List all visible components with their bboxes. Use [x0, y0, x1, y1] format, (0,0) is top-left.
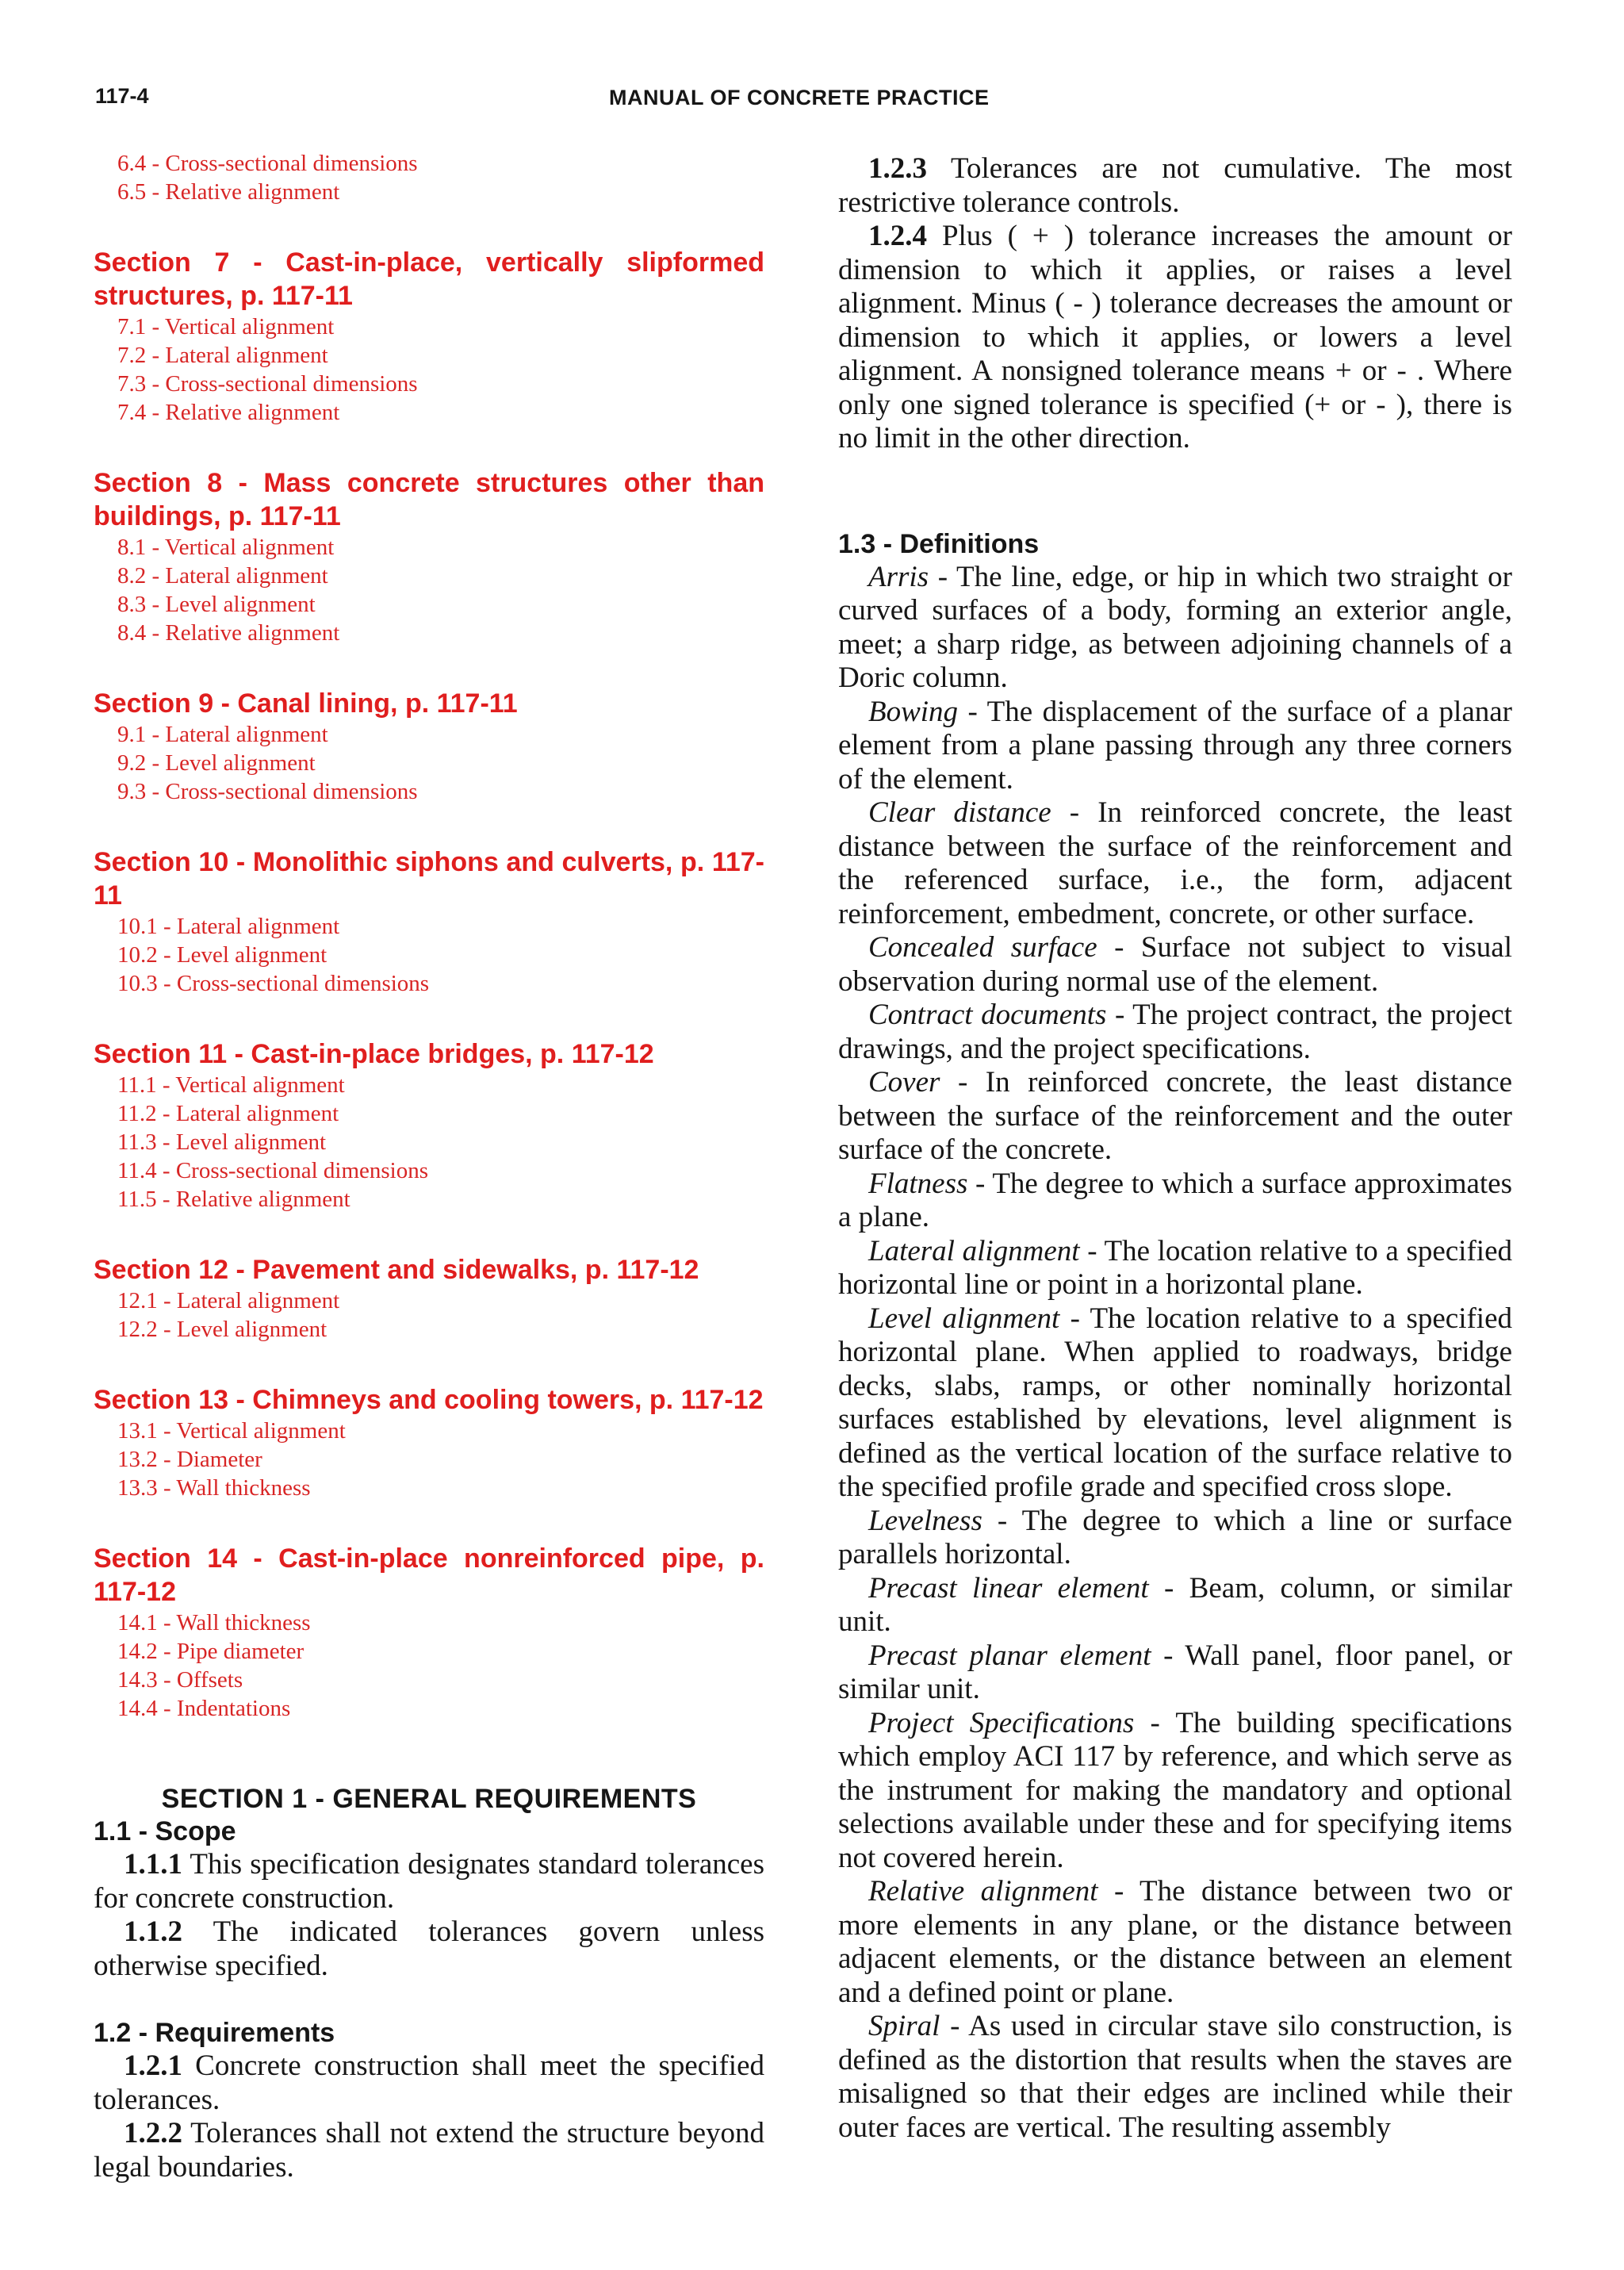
- definition-term: Level alignment: [868, 1302, 1060, 1335]
- numbered-paragraph: 1.2.2 Tolerances shall not extend the structure beyond legal boundaries.: [94, 2117, 764, 2184]
- toc-item: 12.2 - Level alignment: [117, 1317, 327, 1342]
- requirements-heading: 1.2 - Requirements: [94, 2018, 335, 2048]
- toc-item: 14.2 - Pipe diameter: [117, 1639, 304, 1664]
- toc-section-title: Section 12 - Pavement and sidewalks, p. 117-12: [94, 1255, 699, 1285]
- definition-term: Spiral: [868, 2010, 940, 2042]
- definition-term: Contract documents: [868, 999, 1107, 1031]
- definition-entry: Precast linear element - Beam, column, or similar unit.: [838, 1571, 1512, 1638]
- definition-entry: Contract documents - The project contract, the project drawings, and the project specifications.: [838, 999, 1512, 1065]
- toc-item: 9.1 - Lateral alignment: [117, 722, 328, 747]
- definition-entry: Bowing - The displacement of the surface of a planar element from a plane passing through any three corners of the element.: [838, 695, 1512, 796]
- definition-entry: Precast planar element - Wall panel, floor panel, or similar unit.: [838, 1639, 1512, 1705]
- toc-item: 11.2 - Lateral alignment: [117, 1101, 339, 1126]
- definition-term: Flatness: [868, 1167, 968, 1200]
- definition-entry: Arris - The line, edge, or hip in which two straight or curved surfaces of a body, forming an exterior angle, meet; a sharp ridge, as between adjoining channels of a Doric column.: [838, 560, 1512, 694]
- definition-term: Arris: [868, 560, 929, 593]
- definition-entry: Project Specifications - The building specifications which employ ACI 117 by reference, and which serve as the instrument for making the mandatory and optional selections available under these and for specifying items not covered herein.: [838, 1706, 1512, 1874]
- page-number: 117-4: [95, 84, 149, 108]
- definition-entry: Spiral - As used in circular stave silo construction, is defined as the distortion that results when the staves are misaligned so that their edges are inclined while their outer faces are vertical. The resulting assembly: [838, 2010, 1512, 2144]
- definition-term: Lateral alignment: [868, 1234, 1080, 1267]
- section-1-title: SECTION 1 - GENERAL REQUIREMENTS: [161, 1784, 697, 1814]
- toc-item: 11.3 - Level alignment: [117, 1129, 327, 1155]
- toc-item: 8.3 - Level alignment: [117, 592, 316, 617]
- paragraph-number: 1.2.3: [868, 152, 927, 185]
- definition-entry: Relative alignment - The distance between two or more elements in any plane, or the distance between adjacent elements, or the distance between an element and a defined point or plane.: [838, 1875, 1512, 2009]
- definition-entry: Levelness - The degree to which a line or surface parallels horizontal.: [838, 1504, 1512, 1570]
- toc-section-title: Section 9 - Canal lining, p. 117-11: [94, 688, 518, 719]
- page-header: [0, 0, 1624, 143]
- scope-paragraphs: [94, 1848, 764, 1983]
- running-title: MANUAL OF CONCRETE PRACTICE: [609, 86, 990, 109]
- numbered-paragraph: 1.2.3 Tolerances are not cumulative. The most restrictive tolerance controls.: [838, 152, 1512, 219]
- toc-item: 7.1 - Vertical alignment: [117, 314, 335, 339]
- paragraph-number: 1.2.2: [124, 2117, 182, 2149]
- definition-entry: Level alignment - The location relative to a specified horizontal plane. When applied to roadways, bridge decks, slabs, ramps, or other nominally horizontal surfaces established by elevations, level alignment is defined as the vertical location of the surface relative to the specified profile grade and specified cross slope.: [838, 1302, 1512, 1503]
- toc-section-title: Section 14 - Cast-in-place nonreinforced pipe, p. 117-12: [94, 1543, 764, 1607]
- toc-section-title: Section 11 - Cast-in-place bridges, p. 117-12: [94, 1039, 654, 1069]
- toc-item: 10.3 - Cross-sectional dimensions: [117, 971, 430, 996]
- definitions-list: [838, 561, 1512, 2145]
- toc-item: 6.4 - Cross-sectional dimensions: [117, 151, 418, 176]
- toc-item: 7.4 - Relative alignment: [117, 400, 340, 425]
- scope-heading: 1.1 - Scope: [94, 1816, 236, 1846]
- toc-item: 11.4 - Cross-sectional dimensions: [117, 1158, 428, 1183]
- paragraph-number: 1.2.4: [868, 220, 927, 252]
- paragraph-number: 1.2.1: [124, 2050, 182, 2082]
- definition-entry: Clear distance - In reinforced concrete, the least distance between the surface of the reinforcement and the referenced surface, i.e., the form, adjacent reinforcement, embedment, concrete, or other surface.: [838, 796, 1512, 930]
- toc-lead-items: [94, 149, 764, 206]
- toc-item: 7.2 - Lateral alignment: [117, 343, 328, 368]
- definition-term: Precast planar element: [868, 1639, 1151, 1672]
- toc-item: 6.5 - Relative alignment: [117, 179, 340, 205]
- definition-term: Concealed surface: [868, 931, 1097, 964]
- toc-item: 13.3 - Wall thickness: [117, 1475, 311, 1501]
- toc-item: 11.1 - Vertical alignment: [117, 1072, 345, 1098]
- toc-item: 13.1 - Vertical alignment: [117, 1418, 346, 1444]
- definition-term: Clear distance: [868, 796, 1051, 829]
- definitions-heading: 1.3 - Definitions: [838, 528, 1040, 559]
- toc-item: 14.3 - Offsets: [117, 1667, 243, 1693]
- toc-item: 12.1 - Lateral alignment: [117, 1288, 340, 1313]
- requirements-paragraphs-right: [838, 152, 1512, 456]
- numbered-paragraph: 1.1.2 The indicated tolerances govern unless otherwise specified.: [94, 1915, 764, 1982]
- right-column: [838, 152, 1512, 2145]
- toc-item: 8.4 - Relative alignment: [117, 620, 340, 646]
- toc-item: 8.1 - Vertical alignment: [117, 535, 335, 560]
- toc-item: 10.2 - Level alignment: [117, 942, 327, 968]
- toc-item: 11.5 - Relative alignment: [117, 1187, 350, 1212]
- toc-item: 8.2 - Lateral alignment: [117, 563, 328, 589]
- numbered-paragraph: 1.1.1 This specification designates standard tolerances for concrete construction.: [94, 1848, 764, 1915]
- definition-term: Relative alignment: [868, 1875, 1098, 1908]
- toc-item: 9.2 - Level alignment: [117, 750, 316, 776]
- definition-term: Levelness: [868, 1504, 982, 1537]
- definition-term: Cover: [868, 1066, 940, 1099]
- left-column: [94, 149, 764, 2184]
- definition-entry: Concealed surface - Surface not subject to visual observation during normal use of the element.: [838, 931, 1512, 998]
- toc-section-title: Section 13 - Chimneys and cooling towers, p. 117-12: [94, 1385, 764, 1415]
- definition-entry: Flatness - The degree to which a surface approximates a plane.: [838, 1167, 1512, 1233]
- toc-item: 10.1 - Lateral alignment: [117, 914, 340, 939]
- paragraph-number: 1.1.1: [124, 1848, 182, 1881]
- definition-entry: Cover - In reinforced concrete, the least distance between the surface of the reinforcement and the outer surface of the concrete.: [838, 1066, 1512, 1166]
- numbered-paragraph: 1.2.1 Concrete construction shall meet the specified tolerances.: [94, 2050, 764, 2116]
- toc-item: 14.1 - Wall thickness: [117, 1610, 311, 1635]
- toc-item: 13.2 - Diameter: [117, 1447, 262, 1472]
- paragraph-number: 1.1.2: [124, 1915, 182, 1948]
- numbered-paragraph: 1.2.4 Plus ( + ) tolerance increases the amount or dimension to which it applies, or raises a level alignment. Minus ( - ) tolerance decreases the amount or dimension to which it applies, or lowers a level alignment. A nonsigned tolerance means + or - . Where only one signed tolerance is specified (+ or - ), there is no limit in the other direction.: [838, 220, 1512, 454]
- toc-item: 7.3 - Cross-sectional dimensions: [117, 371, 418, 397]
- toc-item: 14.4 - Indentations: [117, 1696, 291, 1721]
- toc-section-title: Section 10 - Monolithic siphons and culverts, p. 117-11: [94, 847, 764, 911]
- toc-section-title: Section 8 - Mass concrete structures other than buildings, p. 117-11: [94, 468, 764, 531]
- definition-term: Project Specifications: [868, 1706, 1135, 1739]
- table-of-contents: [94, 246, 764, 1723]
- definition-term: Bowing: [868, 695, 959, 728]
- requirements-paragraphs-left: [94, 2050, 764, 2184]
- toc-section-title: Section 7 - Cast-in-place, vertically slipformed structures, p. 117-11: [94, 247, 764, 311]
- definition-entry: Lateral alignment - The location relative to a specified horizontal line or point in a horizontal plane.: [838, 1234, 1512, 1301]
- definition-term: Precast linear element: [868, 1571, 1149, 1605]
- toc-item: 9.3 - Cross-sectional dimensions: [117, 779, 418, 804]
